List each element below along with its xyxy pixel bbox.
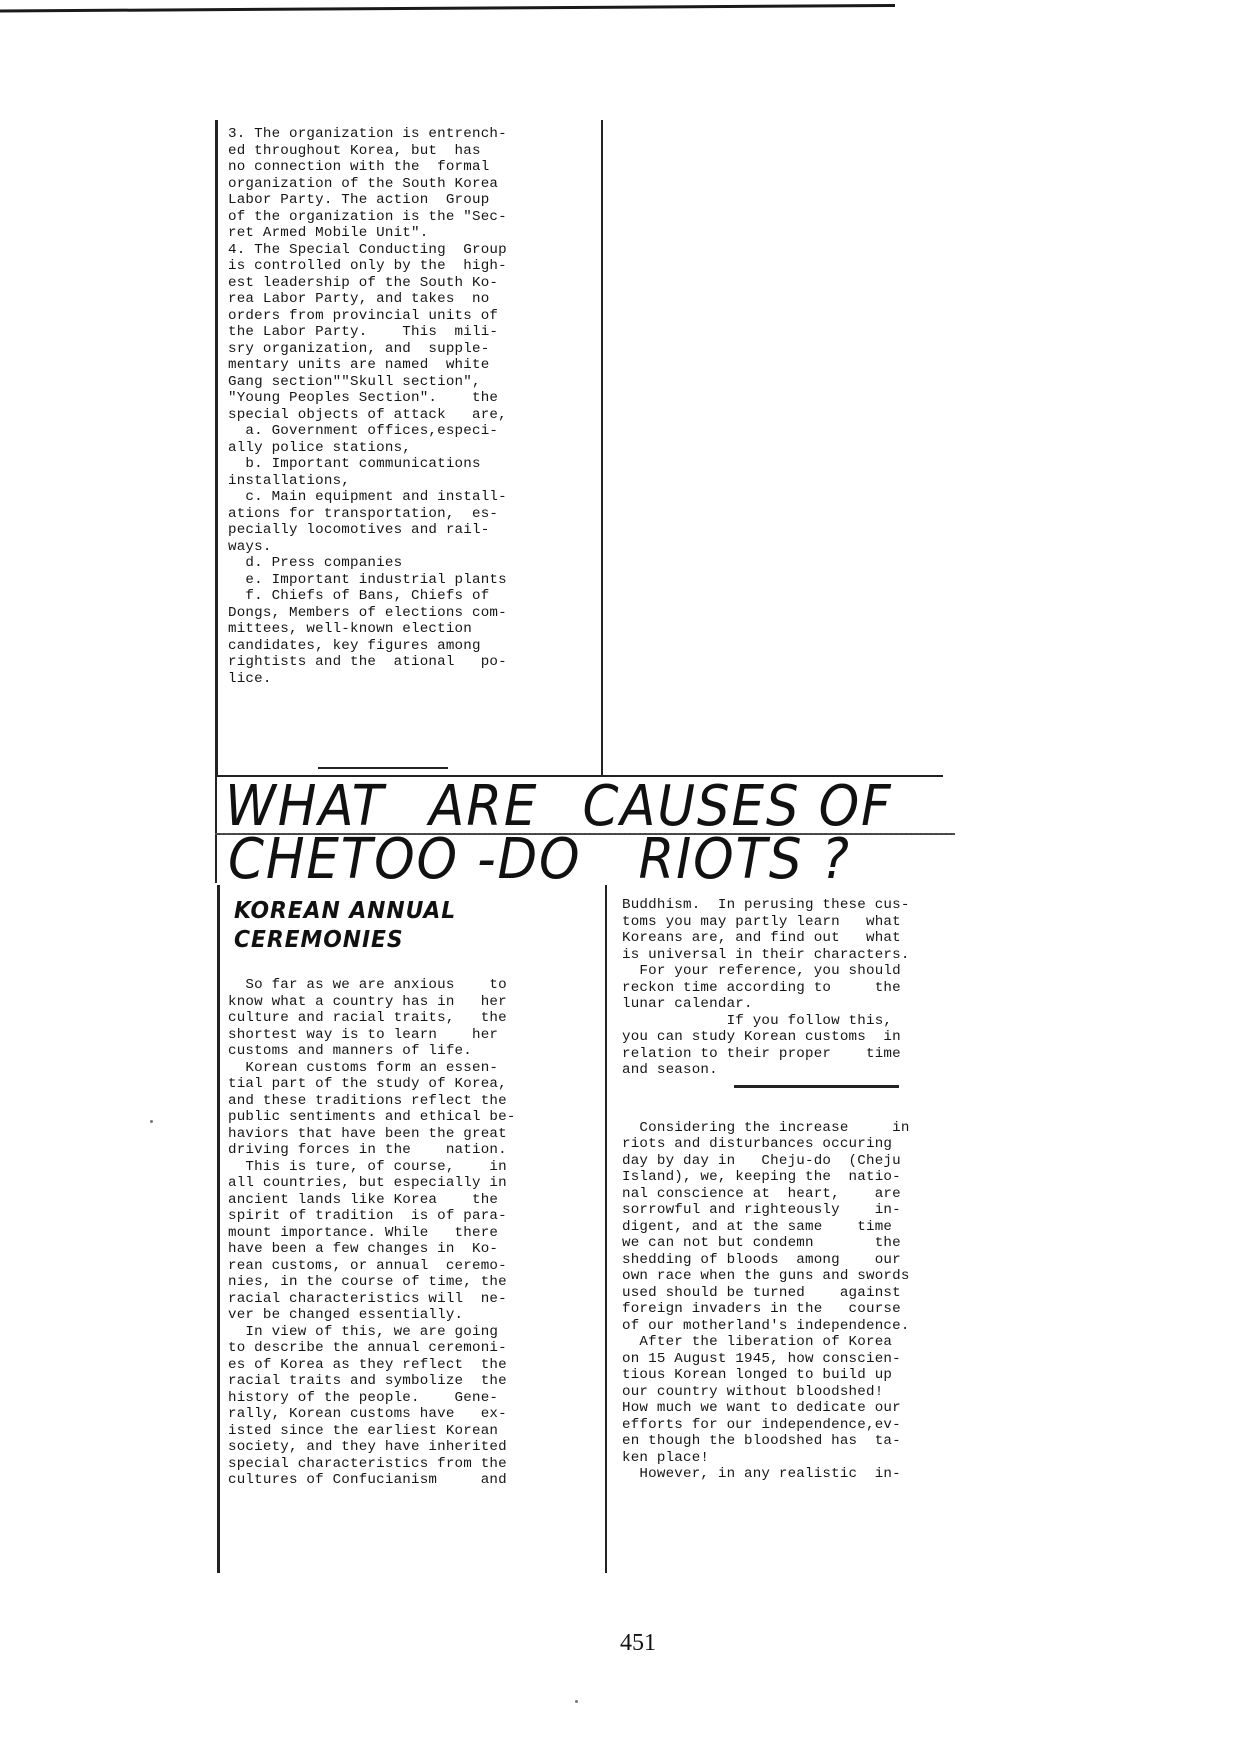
text-line: we can not but condemn the [622, 1235, 901, 1251]
subheading-line-2: CEREMONIES [234, 927, 404, 953]
text-line: shortest way is to learn her [228, 1026, 499, 1043]
text-line: lice. [228, 670, 272, 687]
text-line: Labor Party. The action Group [228, 192, 490, 208]
text-line: Dongs, Members of elections com- [228, 604, 507, 621]
text-line: have been a few changes in Ko- [228, 1241, 499, 1257]
text-line: b. Important communications [228, 456, 481, 472]
text-line: For your reference, you should [622, 963, 901, 979]
text-line: en though the bloodshed has ta- [622, 1433, 901, 1449]
left-column-text [228, 977, 605, 1489]
text-line: on 15 August 1945, how conscien- [622, 1350, 901, 1367]
article-end-rule [318, 767, 448, 769]
text-line: is controlled only by the high- [228, 258, 507, 274]
top-article-text [228, 126, 601, 687]
text-line: all countries, but especially in [228, 1175, 507, 1191]
text-line: used should be turned against [622, 1284, 901, 1301]
text-line: nies, in the course of time, the [228, 1274, 507, 1290]
text-line: history of the people. Gene- [228, 1389, 499, 1406]
text-line: f. Chiefs of Bans, Chiefs of [228, 588, 490, 604]
headline-word: CHETOO -DO [228, 827, 582, 892]
text-line: of our motherland's independence. [622, 1317, 910, 1334]
text-line: day by day in Cheju-do (Cheju [622, 1152, 901, 1169]
text-line: the Labor Party. This mili- [228, 324, 499, 340]
right-column-text-bottom [622, 1120, 1012, 1483]
text-line: This is ture, of course, in [228, 1158, 507, 1175]
text-line: spirit of tradition is of para- [228, 1208, 507, 1224]
text-line: isted since the earliest Korean [228, 1422, 499, 1439]
text-line: special objects of attack are, [228, 406, 507, 423]
text-line: haviors that have been the great [228, 1125, 507, 1142]
text-line: nal conscience at heart, are [622, 1185, 901, 1202]
scan-speck [150, 1120, 153, 1123]
text-line: ancient lands like Korea the [228, 1191, 499, 1208]
top-article-box [215, 120, 603, 775]
text-line: digent, and at the same time [622, 1218, 893, 1235]
text-line: d. Press companies [228, 555, 403, 571]
text-line: special characteristics from the [228, 1455, 507, 1472]
text-line: c. Main equipment and install- [228, 489, 507, 505]
subheading-line-1: KOREAN ANNUAL [234, 898, 457, 924]
text-line: customs and manners of life. [228, 1043, 472, 1059]
text-line: orders from provincial units of [228, 307, 499, 324]
text-line: ations for transportation, es- [228, 505, 499, 522]
text-line: Gang section""Skull section", [228, 373, 481, 390]
headline-word: CAUSES OF [582, 774, 893, 839]
text-line: pecially locomotives and rail- [228, 522, 490, 538]
text-line: Buddhism. In perusing these cus- [622, 897, 910, 913]
text-line: tial part of the study of Korea, [228, 1076, 507, 1092]
right-column-text-top [622, 897, 1012, 1079]
headline-line-2 [228, 827, 908, 892]
text-line: and season. [622, 1062, 718, 1078]
text-line: a. Government offices,especi- [228, 423, 499, 439]
text-line: ed throughout Korea, but has [228, 142, 481, 159]
text-line: own race when the guns and swords [622, 1268, 910, 1284]
text-line: How much we want to dedicate our [622, 1400, 901, 1416]
text-line: and these traditions reflect the [228, 1092, 507, 1109]
text-line: cultures of Confucianism and [228, 1472, 507, 1488]
headline-word: WHAT [225, 774, 386, 839]
text-line: ken place! [622, 1449, 710, 1466]
text-line: installations, [228, 472, 350, 489]
left-column [217, 885, 607, 1573]
page-number: 451 [620, 1630, 656, 1656]
text-line: you can study Korean customs in [622, 1029, 901, 1045]
text-line: sorrowful and righteously in- [622, 1202, 901, 1218]
text-line: sry organization, and supple- [228, 340, 490, 357]
scan-speck [575, 1700, 578, 1703]
text-line: If you follow this, [622, 1012, 893, 1029]
text-line: e. Important industrial plants [228, 571, 507, 588]
text-line: mentary units are named white [228, 357, 490, 373]
text-line: mittees, well-known election [228, 621, 472, 637]
scan-edge-line [0, 4, 895, 12]
text-line: es of Korea as they reflect the [228, 1356, 507, 1373]
subheading [234, 897, 586, 955]
text-line: is universal in their characters. [622, 946, 910, 963]
text-line: "Young Peoples Section". the [228, 390, 499, 406]
text-line: However, in any realistic in- [622, 1466, 901, 1482]
text-line: Koreans are, and find out what [622, 930, 901, 946]
text-line: riots and disturbances occuring [622, 1136, 893, 1152]
text-line: public sentiments and ethical be- [228, 1109, 516, 1125]
text-line: know what a country has in her [228, 993, 507, 1010]
right-column [612, 885, 1012, 1573]
text-line: est leadership of the South Ko- [228, 274, 499, 291]
text-line: rean customs, or annual ceremo- [228, 1257, 507, 1274]
text-line: to describe the annual ceremoni- [228, 1340, 507, 1356]
text-line: society, and they have inherited [228, 1439, 507, 1455]
text-line: After the liberation of Korea [622, 1334, 893, 1350]
text-line: 3. The organization is entrench- [228, 126, 507, 142]
text-line: Island), we, keeping the natio- [622, 1169, 901, 1185]
text-line: ver be changed essentially. [228, 1307, 464, 1323]
text-line: racial characteristics will ne- [228, 1290, 507, 1307]
text-line: no connection with the formal [228, 159, 490, 175]
text-line: Considering the increase in [622, 1119, 910, 1136]
text-line: driving forces in the nation. [228, 1142, 507, 1158]
text-line: culture and racial traits, the [228, 1010, 507, 1026]
text-line: tious Korean longed to build up [622, 1367, 893, 1383]
text-line: reckon time according to the [622, 979, 901, 996]
text-line: In view of this, we are going [228, 1323, 499, 1340]
text-line: mount importance. While there [228, 1224, 499, 1241]
text-line: our country without bloodshed! [622, 1383, 884, 1400]
headline-word: RIOTS ? [638, 827, 851, 892]
text-line: Korean customs form an essen- [228, 1059, 499, 1076]
text-line: rally, Korean customs have ex- [228, 1406, 507, 1422]
text-line: rightists and the ational po- [228, 654, 507, 670]
text-line: ally police stations, [228, 439, 411, 456]
text-line: racial traits and symbolize the [228, 1373, 507, 1389]
text-line: toms you may partly learn what [622, 913, 901, 930]
text-line: rea Labor Party, and takes no [228, 291, 490, 307]
text-line: So far as we are anxious to [228, 977, 507, 993]
text-line: lunar calendar. [622, 996, 753, 1012]
text-line: efforts for our independence,ev- [622, 1416, 901, 1433]
text-line: organization of the South Korea [228, 175, 499, 192]
text-line: 4. The Special Conducting Group [228, 241, 507, 258]
text-line: ret Armed Mobile Unit". [228, 225, 429, 241]
headline-word: ARE [429, 774, 539, 839]
text-line: ways. [228, 538, 272, 555]
text-line: foreign invaders in the course [622, 1301, 901, 1317]
text-line: shedding of bloods among our [622, 1251, 901, 1268]
text-line: relation to their proper time [622, 1045, 901, 1062]
text-line: candidates, key figures among [228, 637, 481, 654]
text-line: of the organization is the "Sec- [228, 208, 507, 225]
